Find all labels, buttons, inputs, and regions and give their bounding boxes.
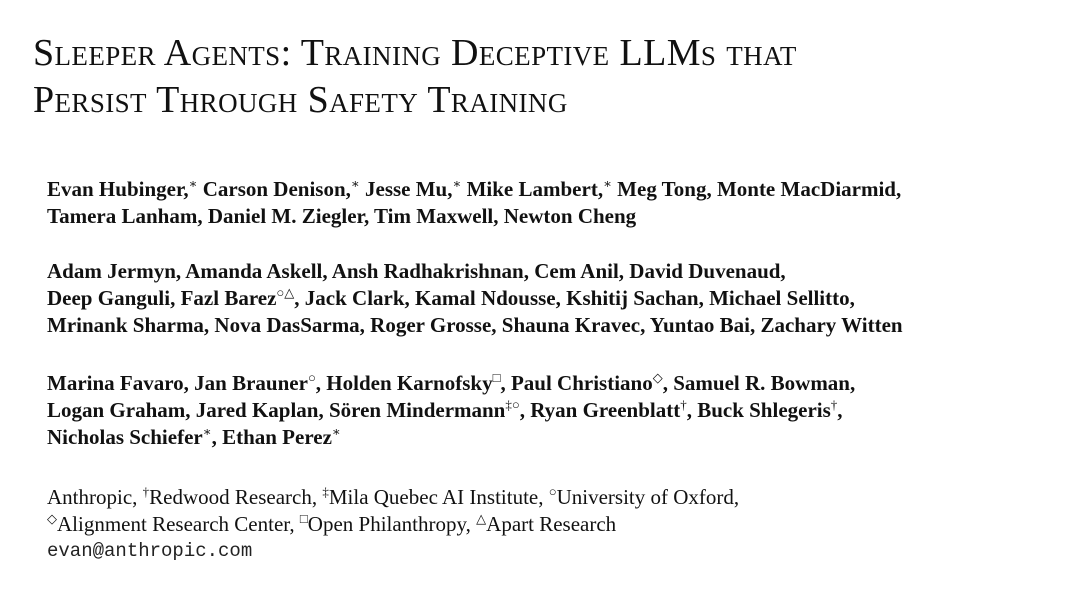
affiliation-mark: □ [492,370,501,385]
affiliation-line-1 [47,484,739,511]
author-names: , Holden Karnofsky [315,371,493,395]
affiliation-text: University of Oxford, [556,485,740,509]
title-line-2: Persist Through Safety Training [33,79,568,121]
affiliation-mark: † [142,484,150,499]
author-group-1 [47,176,901,230]
affiliation-mark: □ [299,511,308,526]
author-name: , Ethan Perez [211,425,332,449]
author-group-2 [47,258,903,339]
author-name: Jesse Mu [359,177,448,201]
author-comma: , [837,398,843,422]
author-names: , Buck Shlegeris [686,398,831,422]
author-comma: , [345,177,351,201]
author-names: Logan Graham, Jared Kaplan, Sören Mindermann [47,398,506,422]
affiliation-text: Alignment Research Center, [57,512,300,536]
author-line-3: Adam Jermyn, Amanda Askell, Ansh Radhakrishnan, Cem Anil, David Duvenaud, [47,259,786,283]
author-names: Meg Tong, Monte MacDiarmid, [611,177,902,201]
affiliation-line-2 [47,511,739,538]
affiliations [47,484,739,565]
affiliation-mark: ○△ [276,285,295,300]
contact-email: evan@anthropic.com [47,540,253,562]
paper-title [33,30,797,124]
author-name: Mike Lambert [461,177,598,201]
affiliation-mark: ○ [307,370,316,385]
affiliation-text: Mila Quebec AI Institute, [328,485,549,509]
equal-contribution-mark: ∗ [202,424,212,439]
author-names: , Paul Christiano [500,371,653,395]
affiliation-mark: ‡ [322,484,329,499]
author-line-7 [47,397,855,424]
author-line-5: Mrinank Sharma, Nova DasSarma, Roger Grosse, Shauna Kravec, Yuntao Bai, Zachary Witten [47,313,903,337]
equal-contribution-mark: ∗ [188,176,198,191]
author-names: Deep Ganguli, Fazl Barez [47,286,277,310]
affiliation-mark: ◇ [47,511,57,526]
affiliation-text: Redwood Research, [149,485,323,509]
author-names: , Samuel R. Bowman, [662,371,856,395]
author-comma: , [597,177,604,201]
author-line-6 [47,370,855,397]
author-line-8 [47,424,855,451]
affiliation-text: Apart Research [486,512,617,536]
affiliation-mark: ○ [548,484,557,499]
author-names: Marina Favaro, Jan Brauner [47,371,308,395]
affiliation-text: Open Philanthropy, [307,512,477,536]
equal-contribution-mark: ∗ [603,176,612,191]
affiliation-mark: ◇ [652,370,663,385]
affiliation-mark: † [830,397,838,412]
author-line-2: Tamera Lanham, Daniel M. Ziegler, Tim Maxwell, Newton Cheng [47,204,637,228]
equal-contribution-mark: ∗ [452,176,462,191]
author-comma: , [183,177,189,201]
affiliation-mark: △ [476,511,487,526]
author-group-3 [47,370,855,451]
affiliation-mark: † [680,397,687,412]
author-line-1 [47,176,901,203]
equal-contribution-mark: ∗ [350,176,360,191]
author-name: Carson Denison [197,177,346,201]
author-line-4 [47,285,903,312]
equal-contribution-mark: ∗ [331,424,341,439]
author-comma: , [447,177,453,201]
affiliation-mark: ‡○ [505,397,520,412]
author-name: Nicholas Schiefer [47,425,203,449]
affiliation-text: Anthropic, [47,485,143,509]
title-line-1: Sleeper Agents: Training Deceptive LLMs that [33,32,797,74]
author-names: , Jack Clark, Kamal Ndousse, Kshitij Sachan, Michael Sellitto, [294,286,855,310]
author-names: , Ryan Greenblatt [519,398,681,422]
author-name: Evan Hubinger [47,177,184,201]
